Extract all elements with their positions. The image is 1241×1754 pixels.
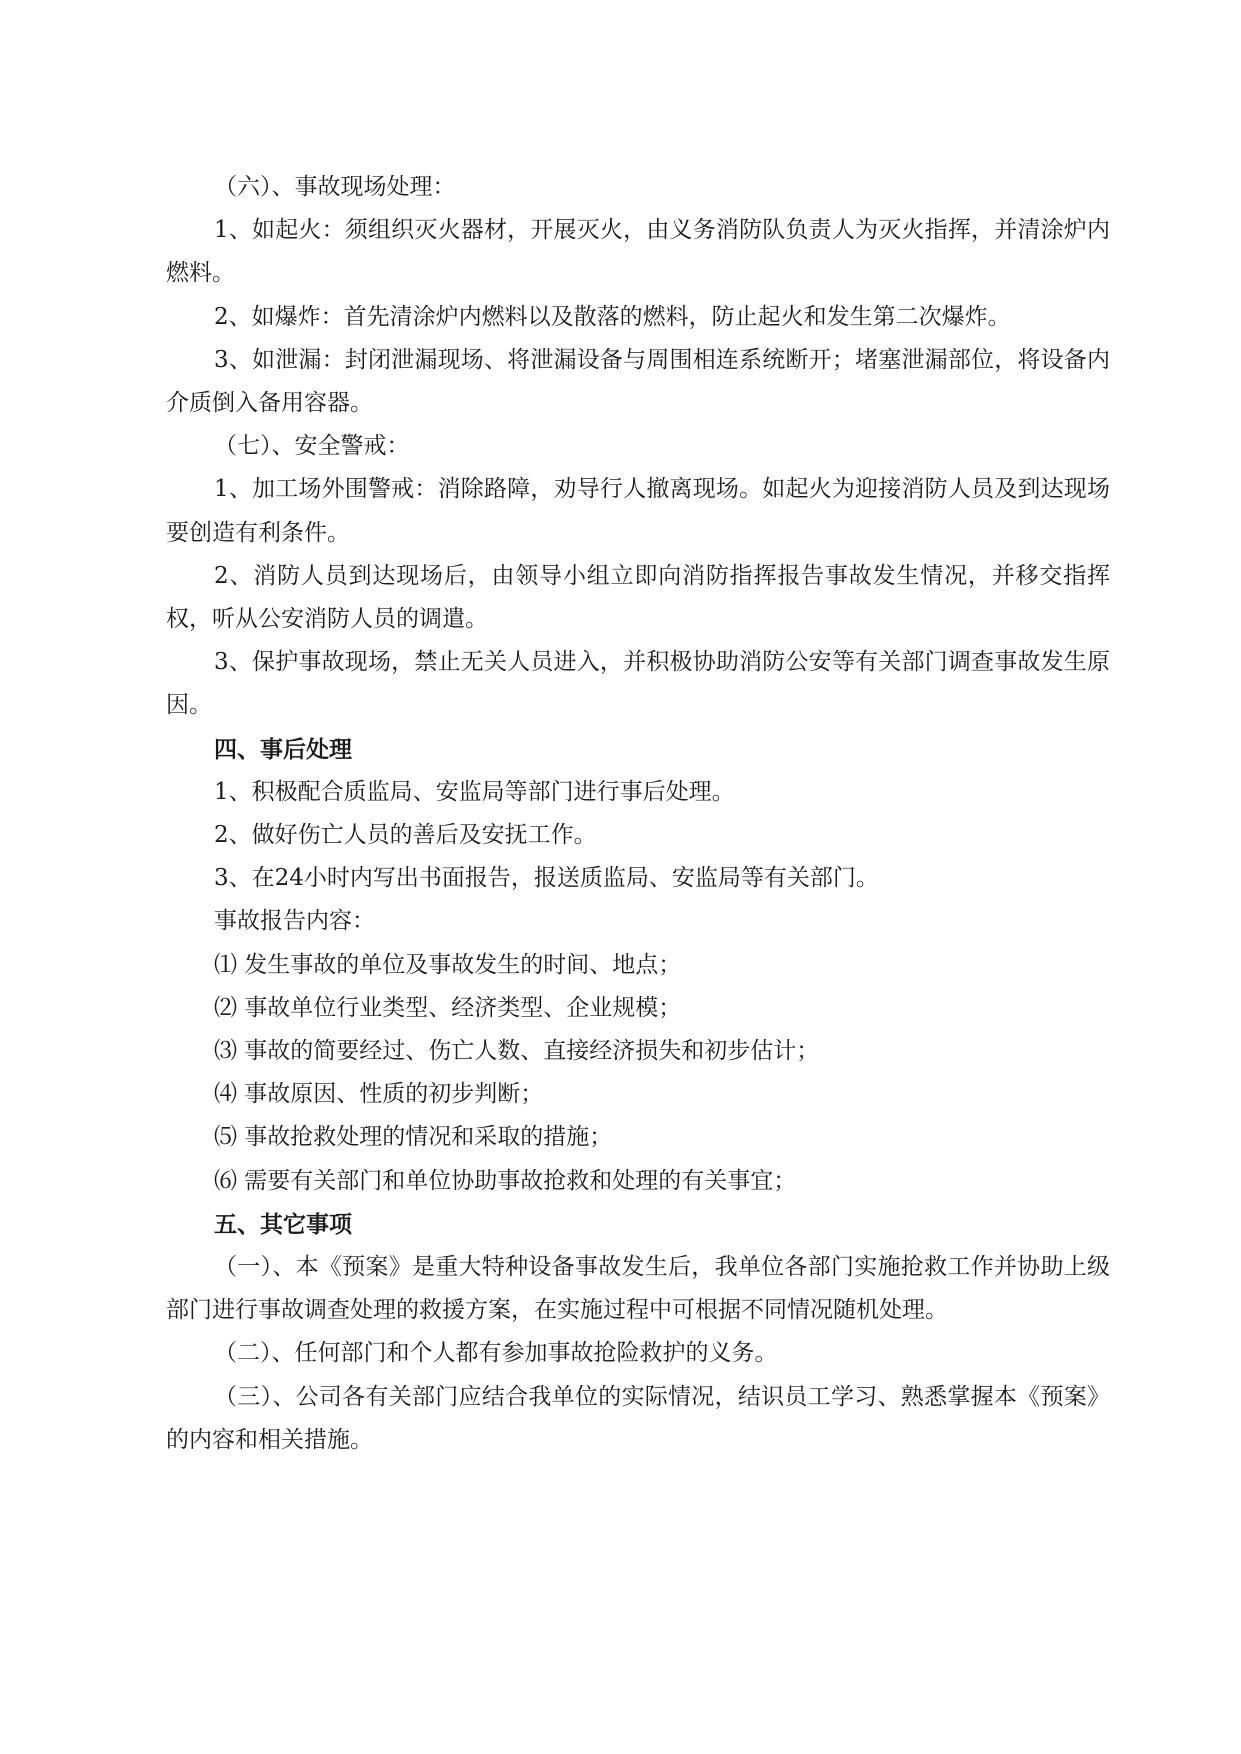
section-7-item-1: 1、加工场外围警戒：消除路障，劝导行人撤离现场。如起火为迎接消防人员及到达现场要创造有利条件。	[166, 476, 1110, 546]
other-item-3: （三）、公司各有关部门应结合我单位的实际情况，结识员工学习、熟悉掌握本《预案》的内容和相关措施。	[166, 1383, 1110, 1453]
report-item-6: ⑹ 需要有关部门和单位协助事故抢救和处理的有关事宜；	[214, 1167, 797, 1194]
aftermath-item-2: 2、做好伤亡人员的善后及安抚工作。	[214, 822, 597, 849]
aftermath-item-1: 1、积极配合质监局、安监局等部门进行事后处理。	[214, 778, 735, 805]
heading-aftermath: 四、事后处理	[214, 735, 352, 763]
aftermath-item-3: 3、在24小时内写出书面报告，报送质监局、安监局等有关部门。	[214, 865, 879, 892]
section-7-title: （七）、安全警戒：	[214, 433, 410, 460]
report-item-3: ⑶ 事故的简要经过、伤亡人数、直接经济损失和初步估计；	[214, 1038, 820, 1065]
other-item-2: （二）、任何部门和个人都有参加事故抢险救护的义务。	[214, 1340, 778, 1367]
report-item-1: ⑴ 发生事故的单位及事故发生的时间、地点；	[214, 951, 682, 978]
section-6-title: （六）、事故现场处理：	[214, 174, 456, 200]
section-6-item-2: 2、如爆炸：首先清涂炉内燃料以及散落的燃料，防止起火和发生第二次爆炸。	[214, 303, 1011, 330]
section-6-item-3: 3、如泄漏：封闭泄漏现场、将泄漏设备与周围相连系统断开；堵塞泄漏部位，将设备内介质倒入备用容器。	[166, 346, 1110, 417]
report-item-2: ⑵ 事故单位行业类型、经济类型、企业规模；	[214, 994, 682, 1021]
heading-other-matters: 五、其它事项	[214, 1210, 352, 1238]
other-item-1: （一）、本《预案》是重大特种设备事故发生后，我单位各部门实施抢救工作并协助上级部门进行事故调查处理的救援方案，在实施过程中可根据不同情况随机处理。	[166, 1254, 1110, 1324]
section-7-item-3: 3、保护事故现场，禁止无关人员进入，并积极协助消防公安等有关部门调查事故发生原因。	[166, 649, 1110, 719]
report-contents-label: 事故报告内容：	[214, 908, 375, 935]
report-item-5: ⑸ 事故抢救处理的情况和采取的措施；	[214, 1124, 613, 1151]
section-7-item-2: 2、消防人员到达现场后，由领导小组立即向消防指挥报告事故发生情况，并移交指挥权，听从公安消防人员的调遣。	[166, 562, 1110, 633]
section-6-item-1: 1、如起火：须组织灭火器材，开展灭火，由义务消防队负责人为灭火指挥，并清涂炉内燃料。	[166, 217, 1110, 287]
document-body	[166, 166, 1110, 1462]
report-item-4: ⑷ 事故原因、性质的初步判断；	[214, 1081, 544, 1108]
